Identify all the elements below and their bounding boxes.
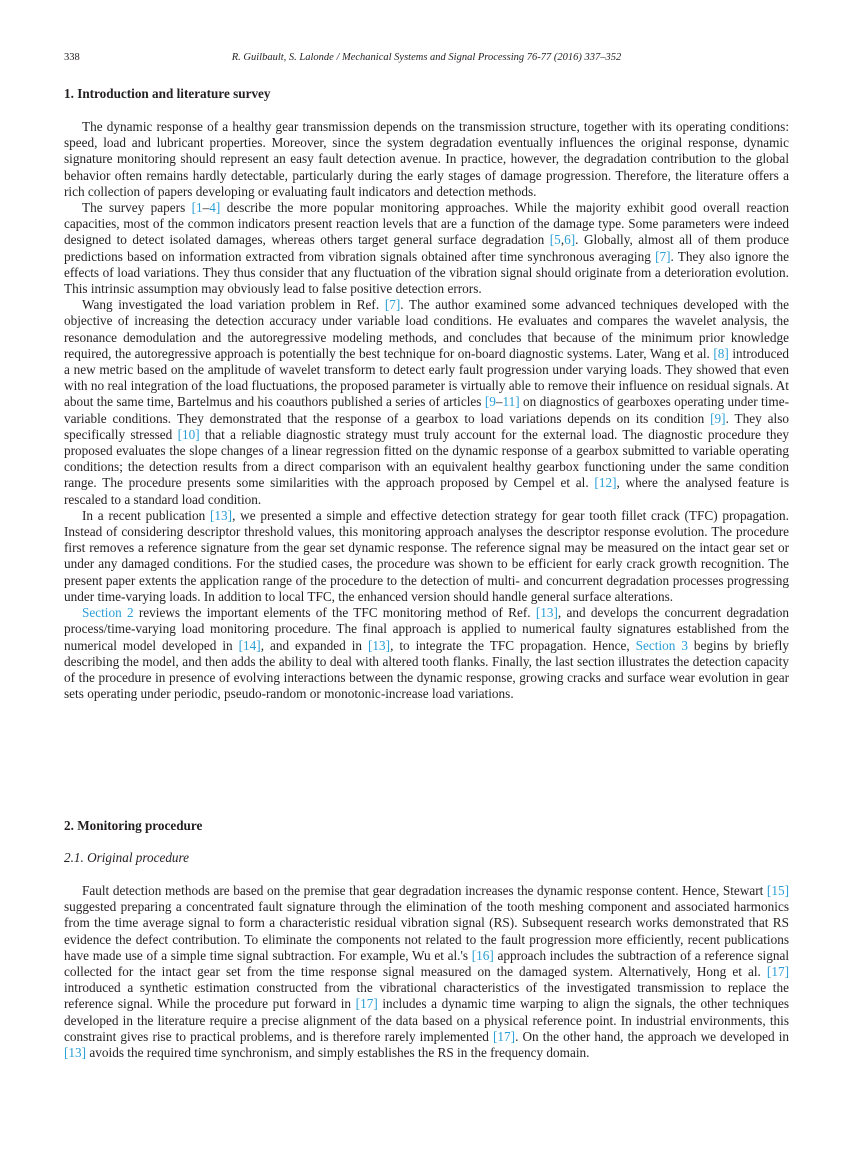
text-run: – — [495, 394, 503, 410]
citation-link[interactable]: [14] — [238, 637, 261, 653]
paragraph — [64, 297, 789, 508]
text-run: . The author examined some advanced techniques developed with the objective of increasing the detection accuracy under variable load conditions. He evaluates and compares the wavelet analysis, the resonance demodulation and the autoregressive modeling methods, and concludes that because of the minimum prior knowledge required, the autoregressive approach is potentially the best technique for on-board diagnostic systems. Later, Wang et al. — [64, 297, 789, 361]
text-run: introduced a synthetic estimation constructed from the vibrational characteristics of the investigated transmission to replace the reference signal. While the procedure put forward in — [64, 980, 789, 1012]
paragraph — [64, 508, 789, 605]
text-run: The survey papers — [82, 200, 192, 216]
text-run: reviews the important elements of the TFC monitoring method of Ref. — [133, 605, 536, 621]
citation-link[interactable]: [16] — [471, 947, 494, 963]
paragraph — [64, 605, 789, 702]
text-run: avoids the required time synchronism, and simply establishes the RS in the frequency domain. — [86, 1045, 590, 1061]
text-run: describe the more popular monitoring approaches. While the majority exhibit good overall reaction capacities, most of the common indicators present reaction levels that are a function of the damage type. Some parameters were indeed designed to detect isolated damages, whereas others target general surface degradation — [64, 200, 789, 248]
text-run: . They also specifically stressed — [64, 410, 789, 442]
paragraph — [64, 119, 789, 200]
citation-link[interactable]: 4] — [209, 200, 221, 216]
text-run: , and develops the concurrent degradation process/time-varying load monitoring procedure. The final approach is applied to numerical faulty signatures established from the numerical model developed in — [64, 605, 789, 653]
citation-link[interactable]: [17] — [766, 964, 789, 980]
citation-link[interactable]: [15] — [766, 883, 789, 898]
text-run: – — [202, 200, 210, 216]
text-run: , we presented a simple and effective detection strategy for gear tooth fillet crack (TFC) propagation. Instead of considering descriptor threshold values, this monitoring approach analyses the descriptor response evolution. The procedure first removes a reference signature from the gear set dynamic response. The reference signal may be measured on the intact gear set or under any damaged conditions. For the studied cases, the procedure was shown to be efficient for early crack growth recognition. The present paper extents the application range of the procedure to the detection of multi- and concurrent degradation processes progressing under time-varying loads. In addition to local TFC, the enhanced version should handle general surface alterations. — [64, 507, 789, 604]
text-run: In a recent publication — [82, 507, 210, 523]
subsection-heading-original-procedure: 2.1. Original procedure — [64, 850, 190, 865]
citation-link[interactable]: [13] — [368, 637, 391, 653]
citation-link[interactable]: 6] — [564, 232, 576, 248]
citation-link[interactable]: [13] — [535, 605, 558, 621]
citation-link[interactable]: [17] — [355, 996, 378, 1012]
citation-link[interactable]: [9] — [710, 410, 726, 426]
text-run: that a reliable diagnostic strategy must truly account for the external load. The diagnostic procedure they proposed evaluates the slope changes of a linear regression fitted on the dynamic response of a gearbox submitted to variable operating conditions; the detection results from a direct comparison with an equivalent healthy gearbox functioning under the same condition range. The procedure presents some similarities with the approach proposed by Cempel et al. — [64, 426, 789, 491]
text-run: . Globally, almost all of them produce predictions based on information extracted from vibration signals obtained after time synchronous averaging — [64, 232, 790, 264]
text-run: introduced a new metric based on the amplitude of wavelet transform to detect early fault progression under varying loads. They showed that even with no real integration of the load fluctuations, the proposed parameter is virtually able to remove their influence on residual signals. At about the same time, Bartelmus and his coauthors published a series of articles — [64, 345, 789, 410]
paragraph — [64, 200, 789, 297]
citation-link[interactable]: [13] — [64, 1045, 87, 1061]
citation-link[interactable]: Section 2 — [82, 605, 134, 621]
text-run: , where the analysed feature is rescaled to a standard load condition. — [64, 475, 789, 507]
text-run: , to integrate the TFC propagation. Hence, — [390, 637, 636, 653]
paragraph — [64, 883, 789, 1061]
text-run: approach includes the subtraction of a reference signal collected for the intact gear set from the time response signal measured on the damaged system. Alternatively, Hong et al. — [64, 947, 790, 980]
text-run: begins by briefly describing the model, and then adds the ability to deal with altered tooth flanks. Finally, the last section illustrates the detection capacity of the procedure in presence of evolving interactions between the dynamic response, growing cracks and surface wear evolution in gear sets operating under periodic, pseudo-random or monotonic-increase load variations. — [64, 637, 789, 702]
running-title: R. Guilbault, S. Lalonde / Mechanical Systems and Signal Processing 76-77 (2016) 337–352 — [231, 52, 622, 63]
text-run: , — [560, 232, 565, 248]
citation-link[interactable]: [8] — [713, 345, 729, 361]
citation-link[interactable]: [7] — [384, 297, 401, 313]
citation-link[interactable]: [5 — [549, 232, 561, 248]
section-body-monitoring — [64, 883, 789, 1061]
section-heading-introduction: 1. Introduction and literature survey — [64, 86, 271, 101]
citation-link[interactable]: [7] — [655, 248, 671, 264]
text-run: includes a dynamic time warping to align the signals, the other techniques developed in the literature require a precise alignment of the data based on a physical reference point. In industrial environments, this constraint gives rise to practical problems, and is therefore rarely implemented — [64, 996, 789, 1044]
text-run: on diagnostics of gearboxes operating under time-variable conditions. They demonstrated that the response of a gearbox to load variations depends on its condition — [64, 394, 789, 426]
citation-link[interactable]: Section 3 — [635, 637, 688, 653]
text-run: . They also ignore the effects of load variations. They thus consider that any fluctuation of the vibration signal should originate from a deterioration evolution. This intrinsic assumption may obviously lead to false positive detection errors. — [64, 248, 789, 297]
section-heading-monitoring: 2. Monitoring procedure — [64, 818, 203, 833]
page-number: 338 — [64, 52, 80, 63]
text-run: , and expanded in — [260, 637, 368, 653]
citation-link[interactable]: [9 — [484, 394, 496, 410]
text-run: Fault detection methods are based on the premise that gear degradation increases the dynamic response content. Hence, Stewart — [82, 883, 767, 898]
citation-link[interactable]: [1 — [191, 200, 203, 216]
text-run: Wang investigated the load variation problem in Ref. — [82, 297, 385, 313]
citation-link[interactable]: [10] — [177, 426, 200, 442]
text-run: The dynamic response of a healthy gear transmission depends on the transmission structure, together with its operating conditions: speed, load and lubricant properties. Moreover, since the system degradation eventually influences the original response, dynamic signature monitoring should represent an easy fault detection avenue. In practice, however, the degradation contribution to the global behavior often remains hardly detectable, particularly during the early stages of damage progression. Therefore, the literature offers a rich collection of papers developing or evaluating fault indicators and detection methods. — [64, 119, 789, 199]
text-run: suggested preparing a concentrated fault signature through the elimination of the tooth meshing component and associated harmonics from the time average signal to form a characteristic residual vibration signal (RS). Subsequent research works demonstrated that RS evidence the defect contribution. To eliminate the components not related to the fault progression more efficiently, recent publications have made use of a simple time signal subtraction. For example, Wu et al.'s — [64, 899, 789, 963]
section-body-introduction — [64, 119, 789, 702]
citation-link[interactable]: [17] — [492, 1028, 516, 1044]
citation-link[interactable]: [13] — [209, 507, 233, 523]
citation-link[interactable]: [12] — [594, 475, 617, 491]
citation-link[interactable]: 11] — [502, 394, 520, 410]
text-run: . On the other hand, the approach we developed in — [515, 1028, 790, 1044]
